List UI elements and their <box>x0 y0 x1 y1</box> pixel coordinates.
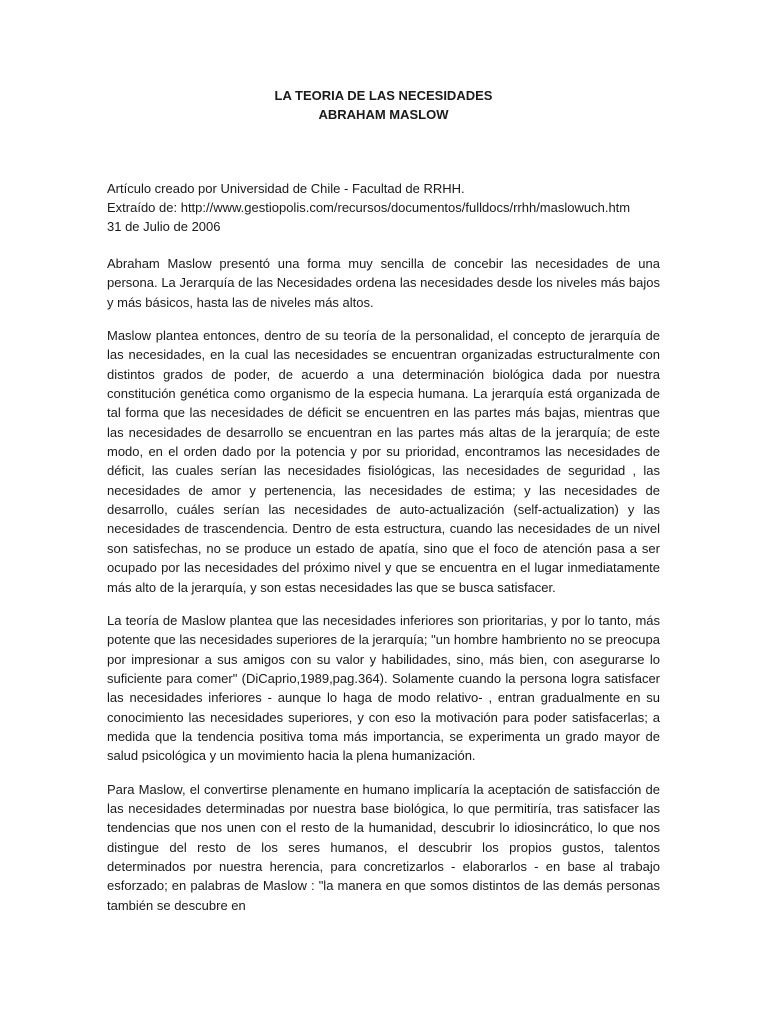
meta-source: Artículo creado por Universidad de Chile - Facultad de RRHH. <box>107 181 465 196</box>
article-meta <box>107 179 660 236</box>
paragraph: La teoría de Maslow plantea que las necesidades inferiores son prioritarias, y por lo tanto, más potente que las necesidades superiores de la jerarquía; "un hombre hambriento no se preocupa por impresionar a sus amigos con su valor y habilidades, sino, más bien, con asegurarse lo suficiente para comer" (DiCaprio,1989,pag.364). Solamente cuando la persona logra satisfacer las necesidades inferiores - aunque lo haga de modo relativo- , entran gradualmente en su conocimiento las necesidades superiores, y con eso la motivación para poder satisfacerlas; a medida que la tendencia positiva toma más importancia, se experimenta un grado mayor de salud psicológica y un movimiento hacia la plena humanización. <box>107 612 660 764</box>
paragraph: Abraham Maslow presentó una forma muy sencilla de concebir las necesidades de una persona. La Jerarquía de las Necesidades ordena las necesidades desde los niveles más bajos y más básicos, hasta las de niveles más altos. <box>107 256 660 310</box>
paragraph: Maslow plantea entonces, dentro de su teoría de la personalidad, el concepto de jerarquía de las necesidades, en la cual las necesidades se encuentran organizadas estructuralmente con distintos grados de poder, de acuerdo a una determinación biológica dada por nuestra constitución genética como organismo de la especia humana. La jerarquía está organizada de tal forma que las necesidades de déficit se encuentren en las partes más bajas, mientras que las necesidades de desarrollo se encuentran en las partes más altas de la jerarquía; de este modo, en el orden dado por la potencia y por su prioridad, encontramos las necesidades de déficit, las cuales serían las necesidades fisiológicas, las necesidades de seguridad , las necesidades de amor y pertenencia, las necesidades de estima; y las necesidades de desarrollo, cuáles serían las necesidades de auto-actualización (self-actualization) y las necesidades de trascendencia. Dentro de esta estructura, cuando las necesidades de un nivel son satisfechas, no se produce un estado de apatía, sino que el foco de atención pasa a ser ocupado por las necesidades del próximo nivel y que se encuentra en el lugar inmediatamente más alto de la jerarquía, y son estas necesidades las que se busca satisfacer. <box>107 328 660 595</box>
document-title: LA TEORIA DE LAS NECESIDADES <box>274 88 493 103</box>
meta-url: Extraído de: http://www.gestiopolis.com/recursos/documentos/fulldocs/rrhh/maslowuch.htm <box>107 200 631 215</box>
document-subtitle: ABRAHAM MASLOW <box>318 107 449 122</box>
meta-date: 31 de Julio de 2006 <box>107 219 221 234</box>
paragraph: Para Maslow, el convertirse plenamente en humano implicaría la aceptación de satisfacción de las necesidades determinadas por nuestra base biológica, lo que permitiría, tras satisfacer las tendencias que nos unen con el resto de la humanidad, descubrir lo idiosincrático, lo que nos distingue del resto de los seres humanos, el descubrir los propios gustos, talentos determinados por nuestra herencia, para concretizarlos - elaborarlos - en base al trabajo esforzado; en palabras de Maslow : "la manera en que somos distintos de las demás personas también se descubre en <box>107 781 660 913</box>
